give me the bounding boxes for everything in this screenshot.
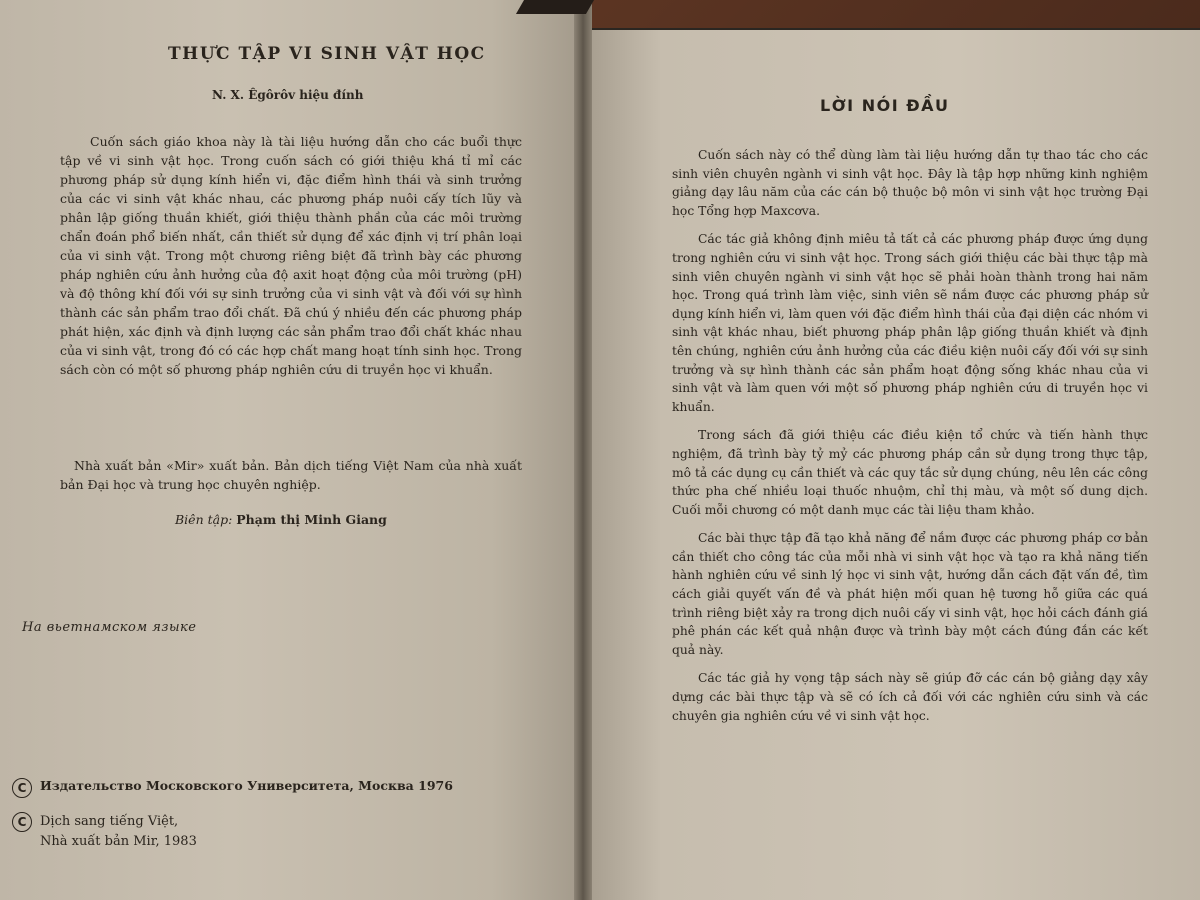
editor-line: N. X. Êgôrôv hiệu đính xyxy=(212,88,364,102)
preface-title: LỜI NÓI ĐẦU xyxy=(820,96,950,115)
preface-paragraph: Trong sách đã giới thiệu các điều kiện tổ chức và tiến hành thực nghiệm, đã trình bày tỷ mỷ các phương pháp cần sử dụng trong thực tập, mô tả các dụng cụ cần thiết và các quy tắc sử dụng chúng, nêu lên các công thức pha chế nhiều loại thuốc nhuộm, chỉ thị màu, và một số dung dịch. Cuối mỗi chương có một danh mục các tài liệu tham khảo. xyxy=(672,428,1148,517)
copyright-translation-line1: Dịch sang tiếng Việt, xyxy=(40,814,179,829)
copyright-original-text: Издательство Московского Университета, Москва 1976 xyxy=(40,778,453,793)
copyright-translation-text xyxy=(40,812,197,852)
preface-paragraph: Các tác giả hy vọng tập sách này sẽ giúp đỡ các cán bộ giảng dạy xây dựng các bài thực tập và sẽ có ích cả đối với các nghiên cứu sinh và các chuyên gia nghiên cứu về vi sinh vật học. xyxy=(672,671,1148,723)
edited-by xyxy=(175,512,387,527)
preface-body xyxy=(672,146,1148,735)
copyright-original xyxy=(12,778,453,798)
preface-paragraph: Các bài thực tập đã tạo khả năng để nắm được các phương pháp cơ bản cần thiết cho công tác của mỗi nhà vi sinh vật học và tạo ra khả năng tiến hành nghiên cứu về sinh lý học vi sinh vật, hướng dẫn cách đặt vấn đề, tìm cách giải quyết vấn đề và phát hiện mối quan hệ tương hỗ giữa các quá trình riêng biệt xảy ra trong dịch nuôi cấy vi sinh vật, học hỏi cách đánh giá phê phán các kết quả nhận được và trình bày một cách đúng đắn các kết quả này. xyxy=(672,531,1148,657)
book-spine-edge xyxy=(516,0,594,14)
copyright-translation xyxy=(12,812,197,852)
book-title: THỰC TẬP VI SINH VẬT HỌC xyxy=(168,44,486,64)
copyright-icon: C xyxy=(12,778,32,798)
publisher-note: Nhà xuất bản «Mir» xuất bản. Bản dịch tiếng Việt Nam của nhà xuất bản Đại học và trung học chuyên nghiệp. xyxy=(60,458,522,492)
russian-note: На вьетнамском языке xyxy=(22,620,197,635)
edited-by-label: Biên tập: xyxy=(175,512,233,527)
copyright-icon: C xyxy=(12,812,32,832)
book-summary: Cuốn sách giáo khoa này là tài liệu hướng dẫn cho các buổi thực tập về vi sinh vật học. Trong cuốn sách có giới thiệu khá tỉ mỉ các phương pháp sử dụng kính hiển vi, đặc điểm hình thái và sinh trưởng của các vi sinh vật khác nhau, các phương pháp nuôi cấy tích lũy và phân lập giống thuần khiết, giới thiệu thành phần của các môi trường chẩn đoán phổ biến nhất, cần thiết sử dụng để xác định vị trí phân loại của vi sinh vật. Trong một chương riêng biệt đã trình bày các phương pháp nghiên cứu ảnh hưởng của độ axit hoạt động của môi trường (pH) và độ thông khí đối với sự sinh trưởng của vi sinh vật và đối với sự hình thành các sản phẩm trao đổi chất. Đã chú ý nhiều đến các phương pháp phát hiện, xác định và định lượng các sản phẩm trao đổi chất khác nhau của vi sinh vật, trong đó có các hợp chất mang hoạt tính sinh học. Trong sách còn có một số phương pháp nghiên cứu di truyền học vi khuẩn. xyxy=(60,134,522,377)
copyright-translation-line2: Nhà xuất bản Mir, 1983 xyxy=(40,834,197,849)
book-gutter xyxy=(574,0,592,900)
left-page xyxy=(0,0,578,900)
preface-paragraph: Các tác giả không định miêu tả tất cả các phương pháp được ứng dụng trong nghiên cứu vi sinh vật học. Trong sách giới thiệu các bài thực tập mà sinh viên chuyên ngành vi sinh vật học sẽ phải hoàn thành trong hai năm học. Trong quá trình làm việc, sinh viên sẽ nắm được các phương pháp sử dụng kính hiển vi, làm quen với đặc điểm hình thái của đại diện các nhóm vi sinh vật khác nhau, biết phương pháp phân lập giống thuần khiết và định tên chúng, nghiên cứu ảnh hưởng của các điều kiện nuôi cấy đối với sự sinh trưởng và sự hình thành các sản phẩm hoạt động sống khác nhau của vi sinh vật và làm quen với một số phương pháp nghiên cứu di truyền học vi khuẩn. xyxy=(672,232,1148,414)
edited-by-name: Phạm thị Minh Giang xyxy=(236,512,387,527)
preface-paragraph: Cuốn sách này có thể dùng làm tài liệu hướng dẫn tự thao tác cho các sinh viên chuyên ngành vi sinh vật học. Đây là tập hợp những kinh nghiệm giảng dạy lâu năm của các cán bộ thuộc bộ môn vi sinh vật học trường Đại học Tổng hợp Maxcơva. xyxy=(672,148,1148,218)
